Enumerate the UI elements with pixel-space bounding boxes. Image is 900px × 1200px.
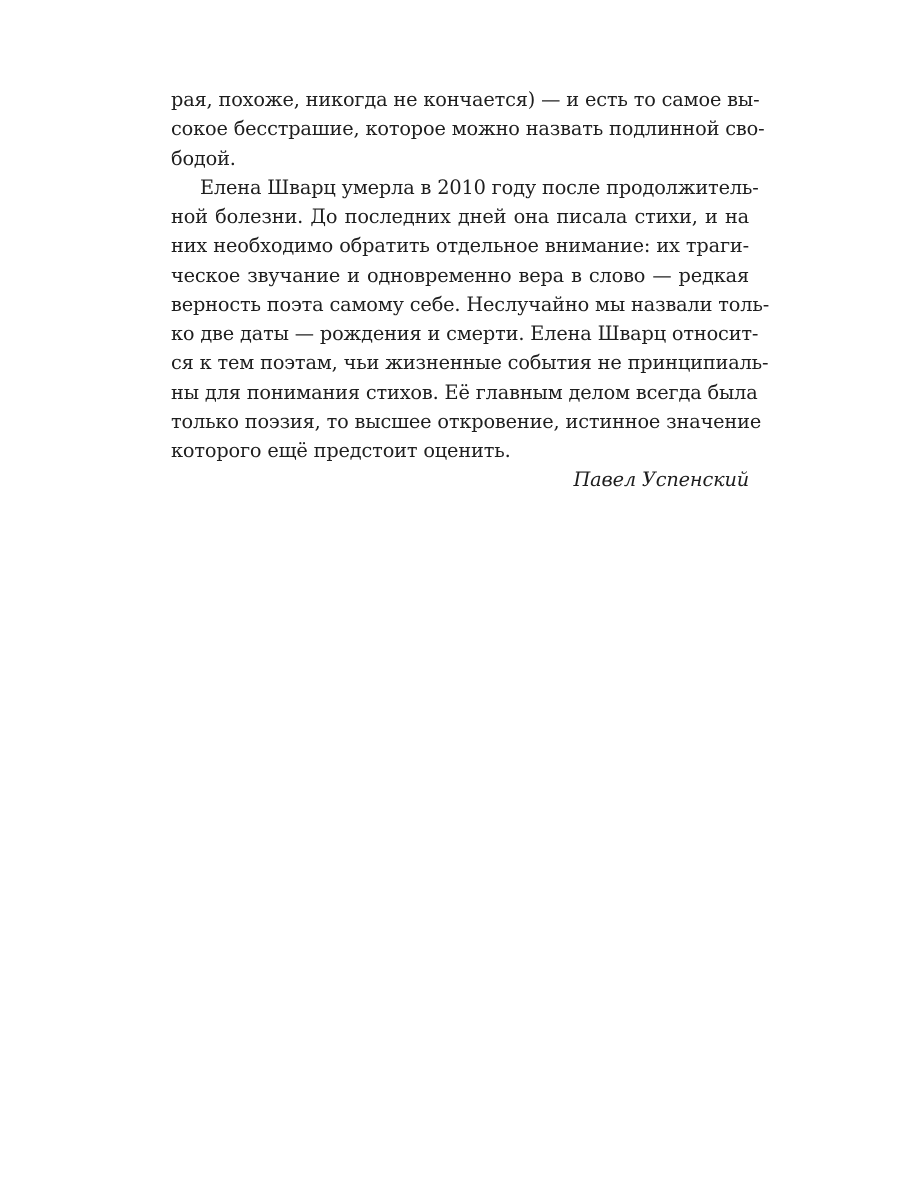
- text-line: ны для понимания стихов. Её главным делом всегда была: [171, 380, 758, 404]
- text-line: верность поэта самому себе. Неслучайно мы назвали толь-: [171, 292, 770, 316]
- text-line: ко две даты — рождения и смерти. Елена Шварц относит-: [171, 322, 759, 345]
- author-signature: Павел Успенский: [573, 468, 749, 492]
- text-line: ческое звучание и одновременно вера в слово — редкая: [171, 263, 749, 287]
- text-column: [171, 85, 770, 495]
- text-line: ной болезни. До последних дней она писала стихи, и на: [171, 205, 749, 228]
- continuation-paragraph: [171, 85, 765, 173]
- body-paragraph: [171, 173, 770, 466]
- text-line: ся к тем поэтам, чьи жизненные события не принципиаль-: [171, 351, 769, 375]
- text-line: Елена Шварц умерла в 2010 году после продолжитель-: [200, 175, 759, 199]
- text-line: них необходимо обратить отдельное внимание: их траги-: [171, 234, 749, 258]
- text-line: которого ещё предстоит оценить.: [171, 439, 511, 462]
- text-line: только поэзия, то высшее откровение, истинное значение: [171, 409, 762, 433]
- text-line: рая, похоже, никогда не кончается) — и есть то самое вы-: [171, 88, 760, 111]
- text-line: бодой.: [171, 146, 236, 170]
- text-line: сокое бесстрашие, которое можно назвать подлинной сво-: [171, 117, 765, 141]
